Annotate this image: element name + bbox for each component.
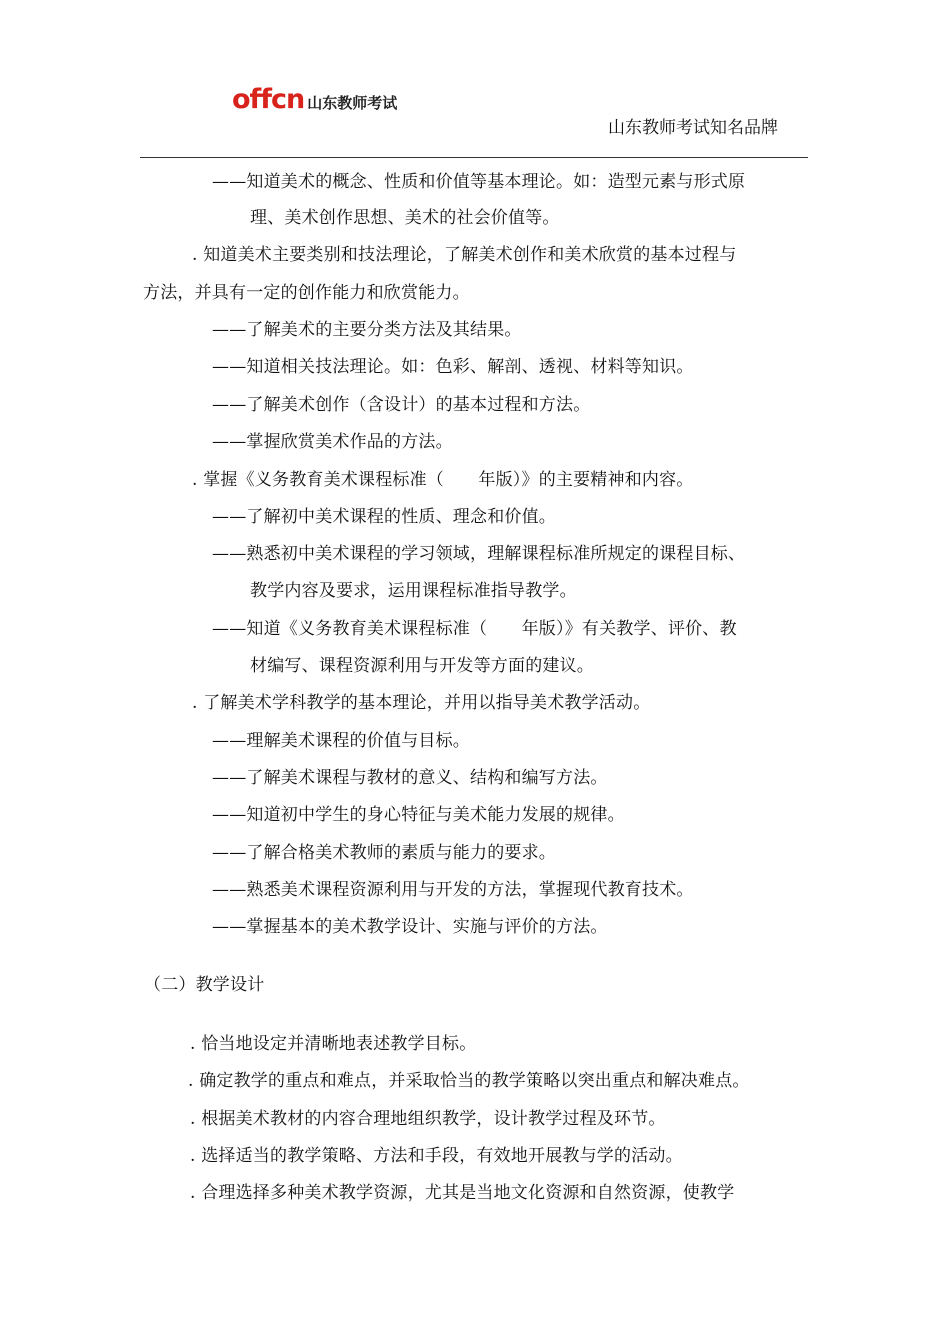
text-line: ——知道美术的概念、性质和价值等基本理论。如：造型元素与形式原 [212,172,746,192]
text-line: . 掌握《义务教育美术课程标准（ 年版）》的主要精神和内容。 [192,470,694,490]
text-line: ——掌握基本的美术教学设计、实施与评价的方法。 [212,917,608,937]
text-line: ——掌握欣赏美术作品的方法。 [212,432,453,452]
text-line: . 知道美术主要类别和技法理论，了解美术创作和美术欣赏的基本过程与 [192,245,737,265]
text-line: . 合理选择多种美术教学资源，尤其是当地文化资源和自然资源，使教学 [190,1183,735,1203]
text-line: . 根据美术教材的内容合理地组织教学，设计教学过程及环节。 [190,1109,666,1129]
text-line: ——了解美术的主要分类方法及其结果。 [212,320,522,340]
text-line: ——熟悉美术课程资源利用与开发的方法，掌握现代教育技术。 [212,880,694,900]
text-line: ——知道《义务教育美术课程标准（ 年版）》有关教学、评价、教 [212,619,737,639]
text-line: . 选择适当的教学策略、方法和手段，有效地开展教与学的活动。 [190,1146,683,1166]
text-line: . 恰当地设定并清晰地表述教学目标。 [190,1034,477,1054]
text-line: ——了解美术创作（含设计）的基本过程和方法。 [212,395,591,415]
text-line: ——了解初中美术课程的性质、理念和价值。 [212,507,556,527]
text-line: ——了解美术课程与教材的意义、结构和编写方法。 [212,768,608,788]
header-divider [140,157,808,158]
logo-mark: offcn [232,84,305,115]
text-line: ——知道相关技法理论。如：色彩、解剖、透视、材料等知识。 [212,357,694,377]
text-line: ——理解美术课程的价值与目标。 [212,731,470,751]
text-line: ——熟悉初中美术课程的学习领域，理解课程标准所规定的课程目标、 [212,544,746,564]
section-heading: （二）教学设计 [144,975,265,995]
text-line: ——知道初中学生的身心特征与美术能力发展的规律。 [212,805,625,825]
text-line: . 了解美术学科教学的基本理论，并用以指导美术教学活动。 [192,693,651,713]
text-line: 教学内容及要求，运用课程标准指导教学。 [250,581,577,601]
text-line: ——了解合格美术教师的素质与能力的要求。 [212,843,556,863]
header-tagline: 山东教师考试知名品牌 [608,118,778,138]
logo-text: 山东教师考试 [307,94,398,112]
offcn-logo [232,83,397,113]
text-line: 材编写、课程资源利用与开发等方面的建议。 [250,656,594,676]
text-line: 方法，并具有一定的创作能力和欣赏能力。 [143,283,470,303]
text-line: 理、美术创作思想、美术的社会价值等。 [250,208,560,228]
text-line: . 确定教学的重点和难点，并采取恰当的教学策略以突出重点和解决难点。 [188,1071,750,1091]
